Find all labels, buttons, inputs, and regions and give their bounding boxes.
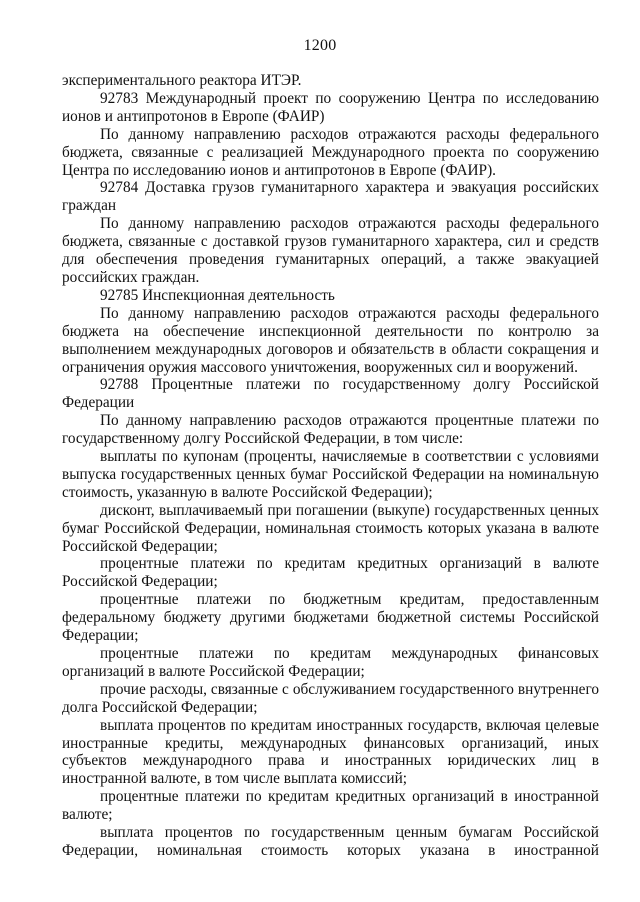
paragraph-92783-description: По данному направлению расходов отражаются расходы федерального бюджета, связанные с реализацией Международного проекта по сооружению Центра по исследованию ионов и антипротонов в Европе (ФАИР). (62, 125, 599, 179)
list-item-securities-foreign: выплата процентов по государственным ценным бумагам Российской Федерации, номинальная стоимость которых указана в иностранной (62, 824, 599, 859)
section-heading-92784: 92784 Доставка грузов гуманитарного характера и эвакуация российских граждан (62, 179, 599, 215)
list-item-credit-org-loans-foreign: процентные платежи по кредитам кредитных организаций в иностранной валюте; (62, 788, 599, 824)
list-item-discount: дисконт, выплачиваемый при погашении (выкупе) государственных ценных бумаг Российской Федерации, номинальная стоимость которых указана в валюте Российской Федерации; (62, 501, 599, 555)
paragraph-continuation: экспериментального реактора ИТЭР. (62, 72, 302, 89)
list-item-budget-credits: процентные платежи по бюджетным кредитам, предоставленным федеральному бюджету другими бюджетами бюджетной системы Российской Федерации; (62, 591, 599, 645)
list-item-credit-org-loans-rub: процентные платежи по кредитам кредитных организаций в валюте Российской Федерации; (62, 555, 599, 591)
section-heading-92783: 92783 Международный проект по сооружению Центра по исследованию ионов и антипротонов в Европе (ФАИР) (62, 89, 599, 125)
section-heading-92785: 92785 Инспекционная деятельность (100, 286, 335, 304)
list-item-foreign-state-credits: выплата процентов по кредитам иностранных государств, включая целевые иностранные кредиты, международных финансовых организаций, иных субъектов международного права и иностранных юридических лиц в иностранной валюте, в том числе выплата комиссий; (62, 716, 599, 788)
paragraph-92788-description: По данному направлению расходов отражаются процентные платежи по государственному долгу Российской Федерации, в том числе: (62, 412, 599, 448)
list-item-coupon-payments: выплаты по купонам (проценты, начисляемые в соответствии с условиями выпуска государственных ценных бумаг Российской Федерации на номинальную стоимость, указанную в валюте Российской Федерации); (62, 448, 599, 501)
list-item-intl-fin-org-loans: процентные платежи по кредитам международных финансовых организаций в валюте Российской Федерации; (62, 645, 599, 680)
section-heading-92788: 92788 Процентные платежи по государственному долгу Российской Федерации (62, 376, 599, 412)
page-number: 1200 (303, 37, 337, 54)
paragraph-92784-description: По данному направлению расходов отражаются расходы федерального бюджета, связанные с доставкой грузов гуманитарного характера, сил и средств для обеспечения проведения гуманитарных операций, а также эвакуацией российских граждан. (62, 215, 599, 286)
list-item-other-expenses: прочие расходы, связанные с обслуживанием государственного внутреннего долга Российской Федерации; (62, 680, 599, 716)
paragraph-92785-description: По данному направлению расходов отражаются расходы федерального бюджета на обеспечение инспекционной деятельности по контролю за выполнением международных договоров и обязательств в области сокращения и ограничения оружия массового уничтожения, вооруженных сил и вооружений. (62, 304, 599, 376)
document-body (62, 72, 599, 860)
